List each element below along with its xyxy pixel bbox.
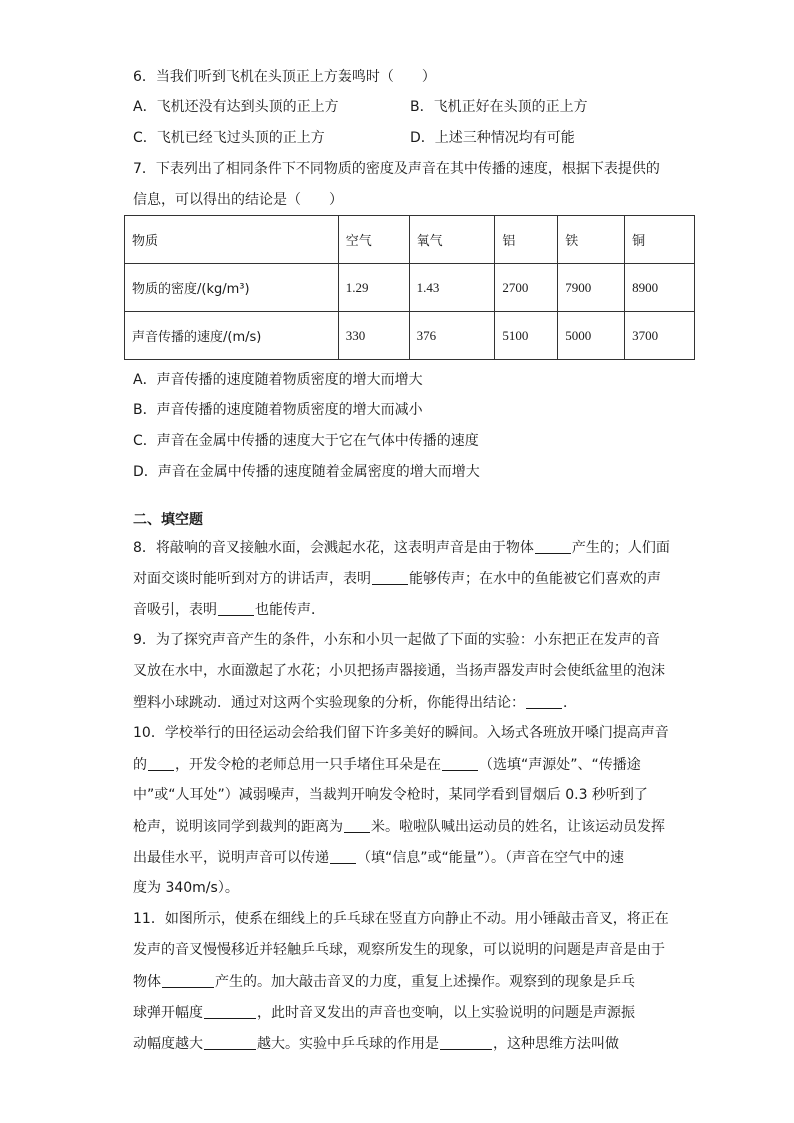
q6-stem: 6．当我们听到飞机在头顶正上方轰鸣时（ ）: [133, 69, 436, 85]
q8-text: 音吸引，表明: [133, 602, 217, 618]
q10-line1: 10．学校举行的田径运动会给我们留下许多美好的瞬间。入场式各班放开嗓门提高声音: [133, 725, 669, 741]
answer-blank[interactable]: [204, 1033, 256, 1050]
q11-line4: [133, 1002, 635, 1023]
density-speed-table: [124, 215, 695, 360]
q11-text: 物体: [133, 974, 161, 990]
q11-text: 越大。实验中乒乓球的作用是: [257, 1036, 439, 1052]
q11-line2: 发声的音叉慢慢移近并轻触乒乓球，观察所发生的现象，可以说明的问题是声音是由于: [133, 942, 665, 958]
q10-text: 的: [133, 757, 147, 773]
answer-blank[interactable]: [344, 816, 370, 833]
q10-text: ，开发令枪的老师总用一只手堵住耳朵是在: [175, 757, 441, 773]
q8-text: 能够传声；在水中的鱼能被它们喜欢的声: [409, 571, 661, 587]
table-cell: 1.43: [409, 264, 495, 312]
q8-line1: [133, 537, 670, 558]
table-header-cell: 物质: [125, 216, 339, 264]
q7-option-a: A．声音传播的速度随着物质密度的增大而增大: [133, 372, 423, 388]
q10-line2: [133, 754, 641, 775]
q10-text: （填“信息”或“能量”）。（声音在空气中的速: [357, 850, 625, 866]
q11-text: 球弹开幅度: [133, 1005, 203, 1021]
table-header-cell: 铜: [625, 216, 695, 264]
table-cell: 5000: [558, 312, 625, 360]
answer-blank[interactable]: [442, 754, 478, 771]
q11-line3: [133, 971, 635, 992]
q7-option-c: C．声音在金属中传播的速度大于它在气体中传播的速度: [133, 433, 479, 449]
q7-option-d: D．声音在金属中传播的速度随着金属密度的增大而增大: [133, 464, 480, 480]
q9-line2: 叉放在水中，水面激起了水花；小贝把扬声器接通，当扬声器发声时会使纸盆里的泡沫: [133, 663, 665, 679]
q11-text: ，这种思维方法叫做: [493, 1036, 619, 1052]
q8-text: 产生的；人们面: [571, 540, 670, 556]
q6-option-b: B．飞机正好在头顶的正上方: [410, 99, 588, 115]
table-cell: 376: [409, 312, 495, 360]
q10-text: 出最佳水平，说明声音可以传递: [133, 850, 329, 866]
q11-text: 动幅度越大: [133, 1036, 203, 1052]
table-cell: 2700: [495, 264, 558, 312]
q6-option-c: C．飞机已经飞过头顶的正上方: [133, 130, 325, 146]
q6-option-a: A．飞机还没有达到头顶的正上方: [133, 99, 339, 115]
q7-stem-line2: 信息，可以得出的结论是（ ）: [133, 192, 343, 208]
q7-stem-line1: 7．下表列出了相同条件下不同物质的密度及声音在其中传播的速度，根据下表提供的: [133, 161, 660, 177]
table-cell: 7900: [558, 264, 625, 312]
table-cell: 1.29: [338, 264, 409, 312]
table-cell: 8900: [625, 264, 695, 312]
table-row: [125, 264, 695, 312]
q11-text: ，此时音叉发出的声音也变响，以上实验说明的问题是声源振: [257, 1005, 635, 1021]
answer-blank[interactable]: [218, 599, 254, 616]
q8-text: 对面交谈时能听到对方的讲话声，表明: [133, 571, 371, 587]
q9-text: 塑料小球跳动．通过对这两个实验现象的分析，你能得出结论：: [133, 695, 525, 711]
table-row-label: 声音传播的速度/(m/s): [125, 312, 339, 360]
q10-line4: [133, 816, 665, 837]
table-cell: 3700: [625, 312, 695, 360]
table-header-cell: 铝: [495, 216, 558, 264]
q11-line1: 11．如图所示，使系在细线上的乒乓球在竖直方向静止不动。用小锤敲击音叉，将正在: [133, 911, 669, 927]
answer-blank[interactable]: [440, 1033, 492, 1050]
table-header-cell: 空气: [338, 216, 409, 264]
answer-blank[interactable]: [372, 568, 408, 585]
q10-line6: 度为 340m/s）。: [133, 880, 239, 896]
q11-text: 产生的。加大敲击音叉的力度，重复上述操作。观察到的现象是乒乓: [215, 974, 635, 990]
table-header-cell: 氧气: [409, 216, 495, 264]
table-header-row: [125, 216, 695, 264]
answer-blank[interactable]: [535, 537, 571, 554]
section-title: 二、填空题: [133, 512, 203, 528]
q8-line2: [133, 568, 661, 589]
table-cell: 330: [338, 312, 409, 360]
answer-blank[interactable]: [162, 971, 214, 988]
q9-text: ．: [563, 695, 577, 711]
q9-line1: 9．为了探究声音产生的条件，小东和小贝一起做了下面的实验：小东把正在发声的音: [133, 632, 660, 648]
answer-blank[interactable]: [330, 847, 356, 864]
answer-blank[interactable]: [204, 1002, 256, 1019]
q9-line3: [133, 692, 577, 713]
q10-text: 米。啦啦队喊出运动员的姓名，让该运动员发挥: [371, 819, 665, 835]
q6-option-d: D．上述三种情况均有可能: [410, 130, 575, 146]
table-row: [125, 312, 695, 360]
q10-line3: 中”或“人耳处”）减弱噪声，当裁判开响发令枪时，某同学看到冒烟后 0.3 秒听到了: [133, 787, 648, 803]
q8-line3: [133, 599, 325, 620]
q7-option-b: B．声音传播的速度随着物质密度的增大而减小: [133, 402, 423, 418]
q10-text: 枪声，说明该同学到裁判的距离为: [133, 819, 343, 835]
answer-blank[interactable]: [148, 754, 174, 771]
answer-blank[interactable]: [526, 692, 562, 709]
q8-text: 也能传声．: [255, 602, 325, 618]
table-row-label: 物质的密度/(kg/m³): [125, 264, 339, 312]
q8-text: 8．将敲响的音叉接触水面，会溅起水花，这表明声音是由于物体: [133, 540, 534, 556]
q11-line5: [133, 1033, 619, 1054]
q10-text: （选填“声源处”、“传播途: [479, 757, 641, 773]
table-header-cell: 铁: [558, 216, 625, 264]
table-cell: 5100: [495, 312, 558, 360]
q10-line5: [133, 847, 624, 868]
